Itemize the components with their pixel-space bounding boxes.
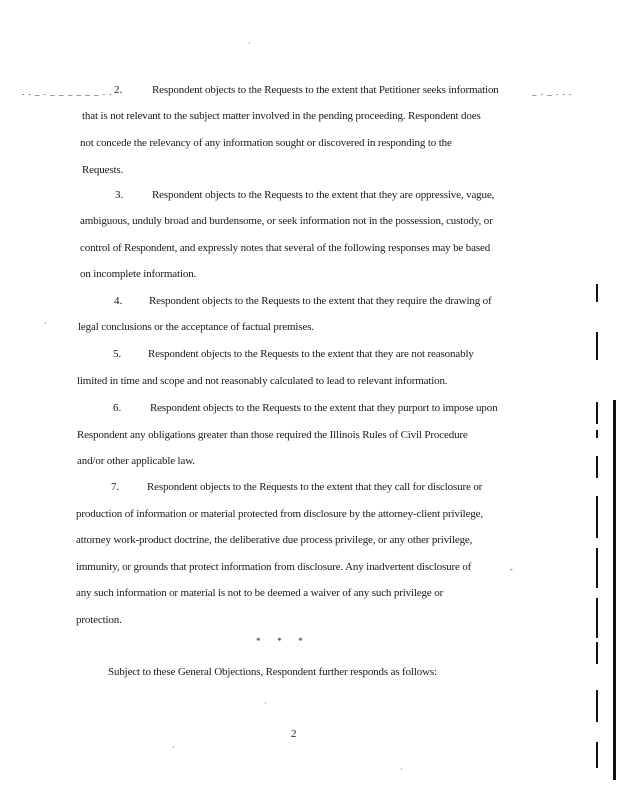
paragraph-line: Respondent objects to the Requests to the extent that Petitioner seeks information [152,84,499,96]
paragraph-number: 7. [111,481,120,493]
paragraph-line: legal conclusions or the acceptance of factual premises. [78,321,314,333]
revision-bar [596,284,598,302]
paragraph-line: not concede the relevancy of any information sought or discovered in responding to the [80,137,452,149]
paragraph-line: any such information or material is not to be deemed a waiver of any such privilege or [76,587,444,599]
paragraph-line: limited in time and scope and not reasonably calculated to lead to relevant information. [77,375,448,387]
scan-speck: · [400,765,403,774]
paragraph-line: Respondent objects to the Requests to the extent that they require the drawing of [149,295,492,307]
paragraph-line: Respondent any obligations greater than those required the Illinois Rules of Civil Procedure [77,429,468,441]
revision-bar [596,642,598,664]
paragraph-line: that is not relevant to the subject matter involved in the pending proceeding. Respondent does [82,110,481,122]
scan-speck: - [510,565,513,574]
paragraph-number: 2. [114,84,123,96]
revision-bar [596,430,598,438]
paragraph-number: 6. [113,402,122,414]
scan-artifact-left: . . _ . _ _ _ _ _ _ . . [22,87,113,97]
scan-speck: · [172,743,175,752]
paragraph-line: protection. [76,614,122,626]
revision-bar [596,456,598,478]
paragraph-line: Respondent objects to the Requests to the extent that they are oppressive, vague, [152,189,495,201]
paragraph-line: Respondent objects to the Requests to the extent that they are not reasonably [148,348,474,360]
revision-bar [596,402,598,424]
page-number: 2 [291,728,297,740]
paragraph-number: 5. [113,348,122,360]
paragraph-line: control of Respondent, and expressly notes that several of the following responses may be based [80,242,491,254]
revision-bar [596,332,598,360]
section-separator: * * * [256,636,303,646]
paragraph-line: production of information or material protected from disclosure by the attorney-client privilege, [76,508,483,520]
revision-bar [596,496,598,538]
revision-bar [596,548,598,588]
paragraph-number: 4. [114,295,123,307]
revision-bar [613,400,616,780]
paragraph-line: Respondent objects to the Requests to the extent that they purport to impose upon [150,402,498,414]
paragraph-line: and/or other applicable law. [77,455,195,467]
revision-bar [596,742,598,768]
scan-speck: · [264,699,267,708]
paragraph-line: immunity, or grounds that protect information from disclosure. Any inadvertent disclosure of [76,561,472,573]
scan-speck: · [248,39,251,48]
scan-artifact-right: _ . _ . . . [532,87,573,97]
closing-statement: Subject to these General Objections, Respondent further responds as follows: [108,666,437,678]
paragraph-line: on incomplete information. [80,268,197,280]
revision-bar [596,598,598,638]
scan-speck: · [44,319,47,328]
paragraph-line: ambiguous, unduly broad and burdensome, or seek information not in the possession, custody, or [80,215,493,227]
revision-bar [596,690,598,722]
paragraph-line: Requests. [82,164,124,176]
paragraph-line: Respondent objects to the Requests to the extent that they call for disclosure or [147,481,483,493]
paragraph-line: attorney work-product doctrine, the deliberative due process privilege, or any other privilege, [76,534,473,546]
paragraph-number: 3. [115,189,124,201]
